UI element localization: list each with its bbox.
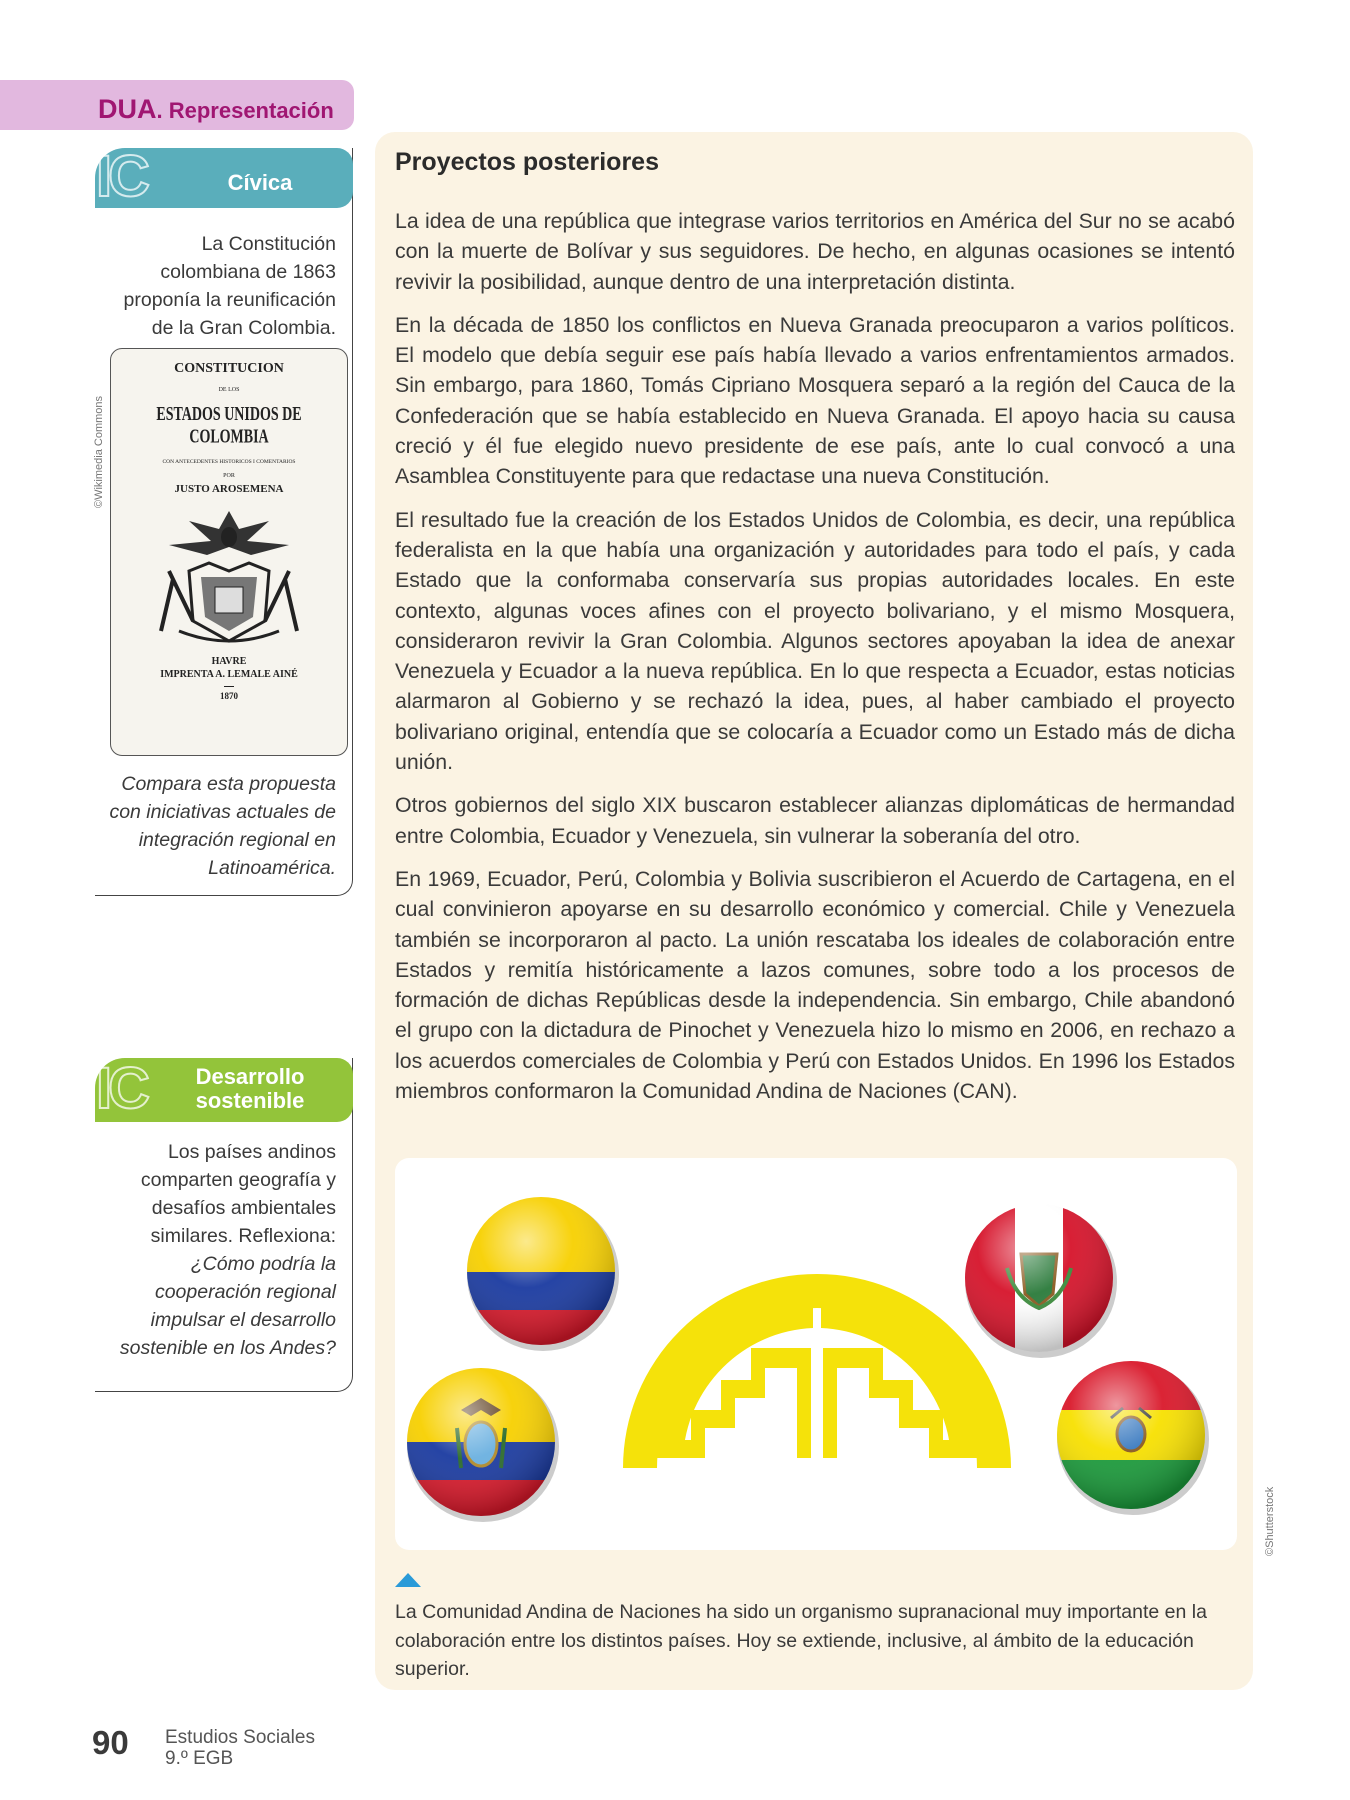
section-title: Proyectos posteriores: [395, 148, 659, 176]
civica-title: Cívica: [227, 170, 293, 195]
dua-representacion-label: . Representación: [156, 98, 334, 123]
wikimedia-credit: ©Wikimedia Commons: [93, 395, 105, 508]
book-year: 1870: [220, 691, 238, 701]
paragraph-5: En 1969, Ecuador, Perú, Colombia y Bolivia suscribieron el Acuerdo de Cartagena, en el cual convinieron apoyarse en su desarrollo económico y comercial. Chile y Venezuela también se incorporaron al pacto. La unión rescataba los ideales de colaboración entre Estados y remitía históricamente a lazos comunes, sobre todo a los procesos de formación de dichas Repúblicas desde la independencia. Sin embargo, Chile abandonó el grupo con la dictadura de Pinochet y Venezuela hizo lo mismo en 2006, en rechazo a los acuerdos comerciales de Colombia y Perú con Estados Unidos. En 1996 los Estados miembros conformaron la Comunidad Andina de Naciones (CAN).: [395, 866, 1235, 1104]
footer-subject: Estudios Sociales: [165, 1727, 315, 1748]
paragraph-4: Otros gobiernos del siglo XIX buscaron establecer alianzas diplomáticas de hermandad entre Colombia, Ecuador y Venezuela, sin vulnerar la soberanía del otro.: [395, 793, 1235, 848]
book-city: HAVRE: [211, 656, 247, 667]
caption-triangle-icon: [395, 1573, 421, 1587]
constitution-book-image: [110, 348, 348, 756]
peru-flag-icon: [963, 1202, 1123, 1358]
can-illustration: [395, 1158, 1237, 1550]
colombia-flag-icon: [465, 1196, 625, 1351]
sostenible-text: Los países andinos comparten geografía y desafíos ambientales similares. Reflexiona:: [140, 1141, 336, 1247]
footer-grade: 9.º EGB: [165, 1748, 234, 1769]
dua-label: DUA: [98, 94, 157, 124]
page-number: 90: [92, 1724, 129, 1761]
can-flags-image: [395, 1158, 1237, 1550]
bolivia-flag-icon: [1055, 1358, 1215, 1515]
sostenible-question: ¿Cómo podría la cooperación regional impulsar el desarrollo sostenible en los Andes?: [119, 1253, 336, 1359]
book-line-antecedentes: CON ANTECEDENTES HISTORICOS I COMENTARIOS: [162, 459, 296, 465]
dua-tab: [0, 80, 354, 130]
book-printer: IMPRENTA A. LEMALE AINÉ: [160, 669, 298, 680]
paragraph-1: La idea de una república que integrase varios territorios en América del Sur no se acabó con la muerte de Bolívar y sus seguidores. De hecho, en algunas ocasiones se intentó revivir la posibilidad, aunque dentro de una interpretación distinta.: [395, 209, 1235, 294]
book-author: JUSTO AROSEMENA: [174, 483, 284, 495]
footer-book-info: [165, 1727, 315, 1769]
ic-logo-icon: IC: [96, 1056, 146, 1121]
ecuador-flag-icon: [405, 1366, 565, 1522]
ic-logo-icon: IC: [96, 144, 146, 209]
paragraph-3: El resultado fue la creación de los Estados Unidos de Colombia, es decir, una república federalista en la que había una organización y autoridades para todo el país, y cada Estado que la conformaba conservaría sus propias autoridades locales. En este contexto, algunas voces afines con el proyecto bolivariano, y el mismo Mosquera, consideraron revivir la Gran Colombia. Algunos sectores apoyaban la idea de anexar Venezuela y Ecuador a la nueva república. En lo que respecta a Ecuador, estas noticias alarmaron al Gobierno y se rechazó la idea, pues, al haber cambiado el proyecto bolivariano original, entendía que se colocaría a Ecuador como un Estado más de dicha unión.: [395, 507, 1235, 775]
body-text: [395, 206, 1235, 1119]
shutterstock-credit: ©Shutterstock: [1264, 1486, 1276, 1556]
coat-of-arms-icon: [149, 501, 309, 651]
paragraph-2: En la década de 1850 los conflictos en Nueva Granada preocuparon a varios políticos. El modelo que debía seguir ese país había llevado a varios enfrentamientos armados. Sin embargo, para 1860, Tomás Cipriano Mosquera separó a la región del Cauca de la Confederación que se había establecido en Nueva Granada. El apoyo hacia su causa creció y él fue elegido nuevo presidente de ese país, ante lo cual convocó a una Asamblea Constituyente para que redactase una nueva Constitución.: [395, 312, 1235, 489]
book-subtitle-line: DE LOS: [218, 387, 240, 393]
book-line-por: POR: [223, 473, 235, 479]
sostenible-title-line1: Desarrollo: [195, 1064, 305, 1089]
civica-text: La Constitución colombiana de 1863 proponía la reunificación de la Gran Colombia.: [123, 233, 336, 339]
book-title-line: CONSTITUCION: [174, 361, 284, 376]
book-main-title: ESTADOS UNIDOS DE COLOMBIA: [156, 404, 302, 448]
book-divider: [224, 686, 234, 687]
image-caption: La Comunidad Andina de Naciones ha sido un organismo supranacional muy importante en la colaboración entre los distintos países. Hoy se extiende, inclusive, al ámbito de la educación superior.: [395, 1601, 1207, 1680]
can-emblem-icon: [623, 1274, 1011, 1468]
civica-question: Compara esta propuesta con iniciativas actuales de integración regional en Latinoamérica.: [109, 773, 336, 879]
sostenible-title-line2: sostenible: [195, 1088, 305, 1113]
